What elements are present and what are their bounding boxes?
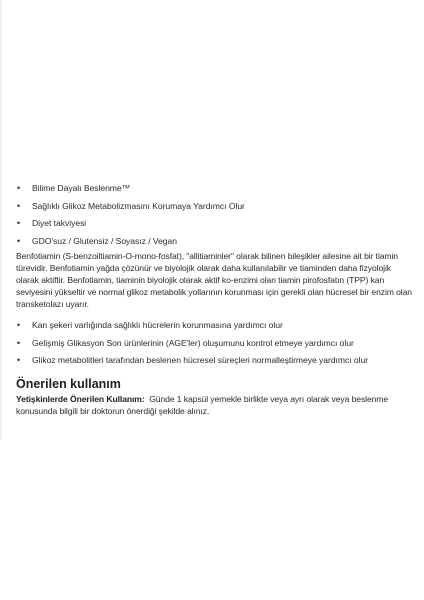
list-item: • Glikoz metabolitleri tarafından beslenen hücresel süreçleri normalleştirmeye yardımcı olur <box>17 355 369 365</box>
bullet-icon: • <box>17 183 21 193</box>
bullet-icon: • <box>17 218 21 228</box>
list-item: • Diyet takviyesi <box>17 218 87 228</box>
bullet-icon: • <box>17 200 21 211</box>
left-divider <box>0 0 2 440</box>
bullet-icon: • <box>17 320 21 330</box>
bullet-icon: • <box>17 355 21 365</box>
usage-heading: Önerilen kullanım <box>16 376 121 391</box>
list-item: • GDO'suz / Glutensiz / Soyasız / Vegan <box>17 235 177 246</box>
bullet-icon: • <box>17 235 21 246</box>
product-content <box>16 183 412 417</box>
bullet-icon: • <box>17 337 21 348</box>
usage-text: Günde 1 kapsül yemekle birlikte veya ayrı olarak veya beslenme konusunda bilgili bir doktorun önerdiği şekilde alınız. <box>16 393 389 416</box>
list-item: • Gelişmiş Glikasyon Son ürünlerinin (AGE'ler) oluşumunu kontrol etmeye yardımcı olur <box>17 337 354 348</box>
list-item: • Sağlıklı Glikoz Metabolizmasını Korumaya Yardımcı Olur <box>17 200 245 211</box>
feature-list <box>16 183 412 253</box>
benefit-list <box>16 320 412 373</box>
list-item: • Bilime Dayalı Beslenme™ <box>17 183 131 193</box>
list-item: • Kan şekeri varlığında sağlıklı hücrelerin korunmasına yardımcı olur <box>17 320 283 330</box>
usage-paragraph <box>16 393 412 417</box>
description-paragraph: Benfotiamin (S-benzoiltiamin-O-mono-fosfat), "allitiaminler" olarak bilinen bileşikler ailesine ait bir tiamin türevidir. Benfotiamin yağda çözünür ve biyolojik olarak daha kullanılabilir ve tiaminden daha fizyolojik olarak aktiftir. Benfotiamin, tiaminin biyolojik olarak aktif ko-enzimi olan tiamin pirofosfatın (TPP) kan seviyesini yükseltir ve normal glikoz metabolik yollarının korunması için gerekli olan hücresel bir enzim olan transketolazı uyarır. <box>16 251 412 309</box>
usage-label: Yetişkinlerde Önerilen Kullanım: <box>16 393 145 404</box>
